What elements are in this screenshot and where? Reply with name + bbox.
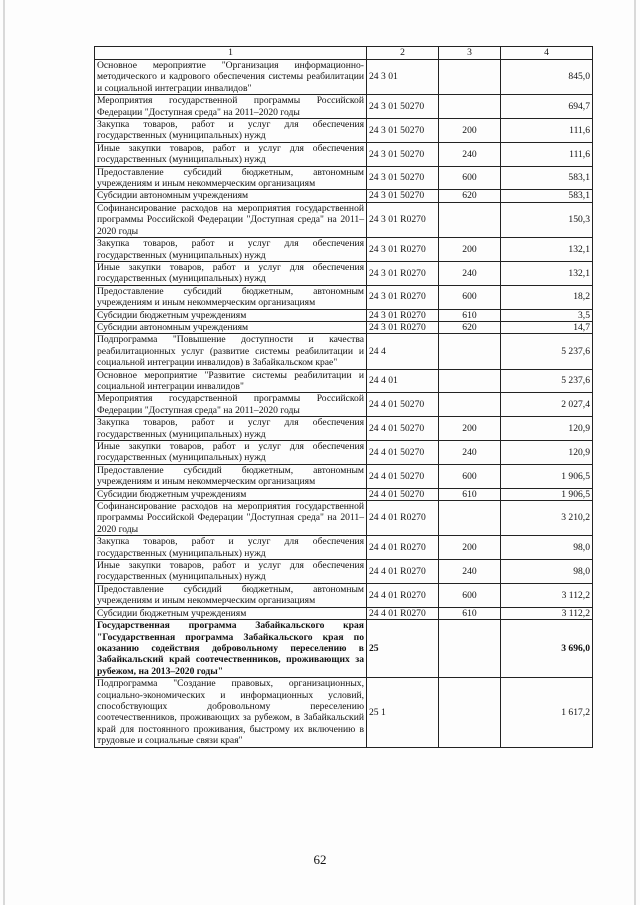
row-code-cell: 24 3 01 R0270 [367,202,439,237]
row-name-cell: Предоставление субсидий бюджетным, автономным учреждениям и иным некоммерческим организациям [95,285,367,309]
row-amount-cell: 18,2 [501,285,593,309]
row-name-cell: Основное мероприятие "Организация информационно-методического и кадрового обеспечения системы реабилитации и социальной интеграции инвалидов" [95,60,367,95]
table-row [95,583,593,607]
row-code-cell: 24 4 01 R0270 [367,607,439,619]
row-type-cell: 200 [439,417,501,441]
row-code-cell: 24 4 01 R0270 [367,536,439,560]
row-type-cell [439,393,501,417]
row-name-cell: Иные закупки товаров, работ и услуг для обеспечения государственных (муниципальных) нужд [95,441,367,465]
row-type-cell: 200 [439,119,501,143]
row-name-cell: Субсидии бюджетным учреждениям [95,488,367,500]
row-type-cell: 600 [439,583,501,607]
table-row [95,488,593,500]
row-code-cell: 24 3 01 R0270 [367,321,439,333]
row-type-cell [439,620,501,678]
table-row [95,95,593,119]
row-code-cell: 25 1 [367,678,439,747]
row-code-cell: 24 3 01 50270 [367,166,439,190]
row-code-cell: 24 4 01 50270 [367,441,439,465]
row-code-cell: 24 3 01 50270 [367,190,439,202]
row-type-cell: 600 [439,166,501,190]
table-row [95,369,593,393]
table-row [95,190,593,202]
row-code-cell: 24 3 01 50270 [367,95,439,119]
row-code-cell: 24 4 01 R0270 [367,501,439,536]
row-name-cell: Субсидии автономным учреждениям [95,321,367,333]
row-name-cell: Мероприятия государственной программы Российской Федерации "Доступная среда" на 2011–2020 годы [95,95,367,119]
row-amount-cell: 1 617,2 [501,678,593,747]
table-row [95,441,593,465]
row-code-cell: 24 4 01 50270 [367,464,439,488]
table-row [95,620,593,678]
table-row [95,678,593,747]
row-code-cell: 24 3 01 50270 [367,142,439,166]
row-type-cell: 610 [439,309,501,321]
row-type-cell [439,202,501,237]
row-name-cell: Предоставление субсидий бюджетным, автономным учреждениям и иным некоммерческим организациям [95,166,367,190]
row-type-cell: 610 [439,488,501,500]
row-type-cell [439,678,501,747]
row-type-cell: 600 [439,285,501,309]
row-type-cell: 620 [439,321,501,333]
row-amount-cell: 3 112,2 [501,607,593,619]
table-row [95,334,593,369]
row-amount-cell: 5 237,6 [501,369,593,393]
column-header: 2 [367,47,439,60]
table-row [95,501,593,536]
row-name-cell: Предоставление субсидий бюджетным, автономным учреждениям и иным некоммерческим организациям [95,464,367,488]
page-number: 62 [313,852,327,867]
table-row [95,142,593,166]
row-name-cell: Софинансирование расходов на мероприятия государственной программы Российской Федерации "Доступная среда" на 2011–2020 годы [95,202,367,237]
row-name-cell: Иные закупки товаров, работ и услуг для обеспечения государственных (муниципальных) нужд [95,142,367,166]
table-row [95,285,593,309]
budget-table [94,46,593,748]
row-amount-cell: 98,0 [501,560,593,584]
row-name-cell: Предоставление субсидий бюджетным, автономным учреждениям и иным некоммерческим организациям [95,583,367,607]
row-type-cell: 200 [439,238,501,262]
row-code-cell: 24 3 01 R0270 [367,238,439,262]
row-amount-cell: 583,1 [501,190,593,202]
row-name-cell: Софинансирование расходов на мероприятия государственной программы Российской Федерации "Доступная среда" на 2011–2020 годы [95,501,367,536]
row-code-cell: 24 3 01 50270 [367,119,439,143]
row-code-cell: 24 4 01 [367,369,439,393]
row-amount-cell: 3 112,2 [501,583,593,607]
row-name-cell: Мероприятия государственной программы Российской Федерации "Доступная среда" на 2011–2020 годы [95,393,367,417]
table-row [95,607,593,619]
row-name-cell: Закупка товаров, работ и услуг для обеспечения государственных (муниципальных) нужд [95,119,367,143]
column-header: 4 [501,47,593,60]
row-amount-cell: 583,1 [501,166,593,190]
row-name-cell: Иные закупки товаров, работ и услуг для обеспечения государственных (муниципальных) нужд [95,261,367,285]
table-row [95,60,593,95]
row-code-cell: 24 3 01 R0270 [367,309,439,321]
row-type-cell: 600 [439,464,501,488]
row-type-cell: 240 [439,261,501,285]
table-row [95,202,593,237]
row-name-cell: Закупка товаров, работ и услуг для обеспечения государственных (муниципальных) нужд [95,417,367,441]
row-name-cell: Субсидии автономным учреждениям [95,190,367,202]
row-name-cell: Основное мероприятие "Развитие системы реабилитации и социальной интеграции инвалидов" [95,369,367,393]
row-name-cell: Иные закупки товаров, работ и услуг для обеспечения государственных (муниципальных) нужд [95,560,367,584]
table-header-row [95,47,593,60]
row-name-cell: Подпрограмма "Создание правовых, организационных, социально-экономических и информационных условий, способствующих добровольному переселению соотечественников, проживающих за рубежом, в Забайкальский край для постоянного проживания, быстрому их включению в трудовые и социальные связи края" [95,678,367,747]
table-row [95,417,593,441]
table-row [95,261,593,285]
table-row [95,536,593,560]
row-amount-cell: 150,3 [501,202,593,237]
row-type-cell [439,334,501,369]
row-amount-cell: 132,1 [501,261,593,285]
column-header: 3 [439,47,501,60]
row-amount-cell: 132,1 [501,238,593,262]
row-amount-cell: 3 210,2 [501,501,593,536]
row-type-cell: 610 [439,607,501,619]
row-type-cell [439,95,501,119]
row-name-cell: Субсидии бюджетным учреждениям [95,309,367,321]
row-code-cell: 24 3 01 [367,60,439,95]
row-amount-cell: 694,7 [501,95,593,119]
row-code-cell: 24 3 01 R0270 [367,285,439,309]
row-type-cell: 240 [439,441,501,465]
column-header: 1 [95,47,367,60]
row-type-cell [439,60,501,95]
scan-edge-right [634,0,636,905]
row-code-cell: 24 4 01 50270 [367,488,439,500]
row-code-cell: 24 4 [367,334,439,369]
row-type-cell [439,501,501,536]
row-amount-cell: 111,6 [501,119,593,143]
table-row [95,321,593,333]
row-amount-cell: 111,6 [501,142,593,166]
row-name-cell: Закупка товаров, работ и услуг для обеспечения государственных (муниципальных) нужд [95,536,367,560]
row-amount-cell: 1 906,5 [501,464,593,488]
row-amount-cell: 120,9 [501,417,593,441]
row-type-cell: 620 [439,190,501,202]
row-type-cell [439,369,501,393]
row-type-cell: 240 [439,142,501,166]
row-name-cell: Государственная программа Забайкальского края "Государственная программа Забайкальского края по оказанию содействия добровольному переселению в Забайкальский край соотечественников, проживающих за рубежом, на 2013–2020 годы" [95,620,367,678]
row-code-cell: 24 4 01 50270 [367,393,439,417]
row-name-cell: Закупка товаров, работ и услуг для обеспечения государственных (муниципальных) нужд [95,238,367,262]
row-amount-cell: 98,0 [501,536,593,560]
row-amount-cell: 845,0 [501,60,593,95]
row-name-cell: Субсидии бюджетным учреждениям [95,607,367,619]
row-code-cell: 24 4 01 R0270 [367,560,439,584]
table-row [95,464,593,488]
row-amount-cell: 5 237,6 [501,334,593,369]
row-code-cell: 24 3 01 R0270 [367,261,439,285]
row-amount-cell: 14,7 [501,321,593,333]
table-row [95,560,593,584]
scan-edge-left [3,0,5,905]
row-code-cell: 25 [367,620,439,678]
row-name-cell: Подпрограмма "Повышение доступности и качества реабилитационных услуг (развитие системы реабилитации и социальной интеграции инвалидов) в Забайкальском крае" [95,334,367,369]
row-amount-cell: 1 906,5 [501,488,593,500]
row-amount-cell: 2 027,4 [501,393,593,417]
row-amount-cell: 120,9 [501,441,593,465]
table-row [95,393,593,417]
row-code-cell: 24 4 01 R0270 [367,583,439,607]
row-type-cell: 240 [439,560,501,584]
row-code-cell: 24 4 01 50270 [367,417,439,441]
row-amount-cell: 3,5 [501,309,593,321]
table-row [95,238,593,262]
table-row [95,119,593,143]
row-type-cell: 200 [439,536,501,560]
row-amount-cell: 3 696,0 [501,620,593,678]
table-row [95,309,593,321]
table-row [95,166,593,190]
